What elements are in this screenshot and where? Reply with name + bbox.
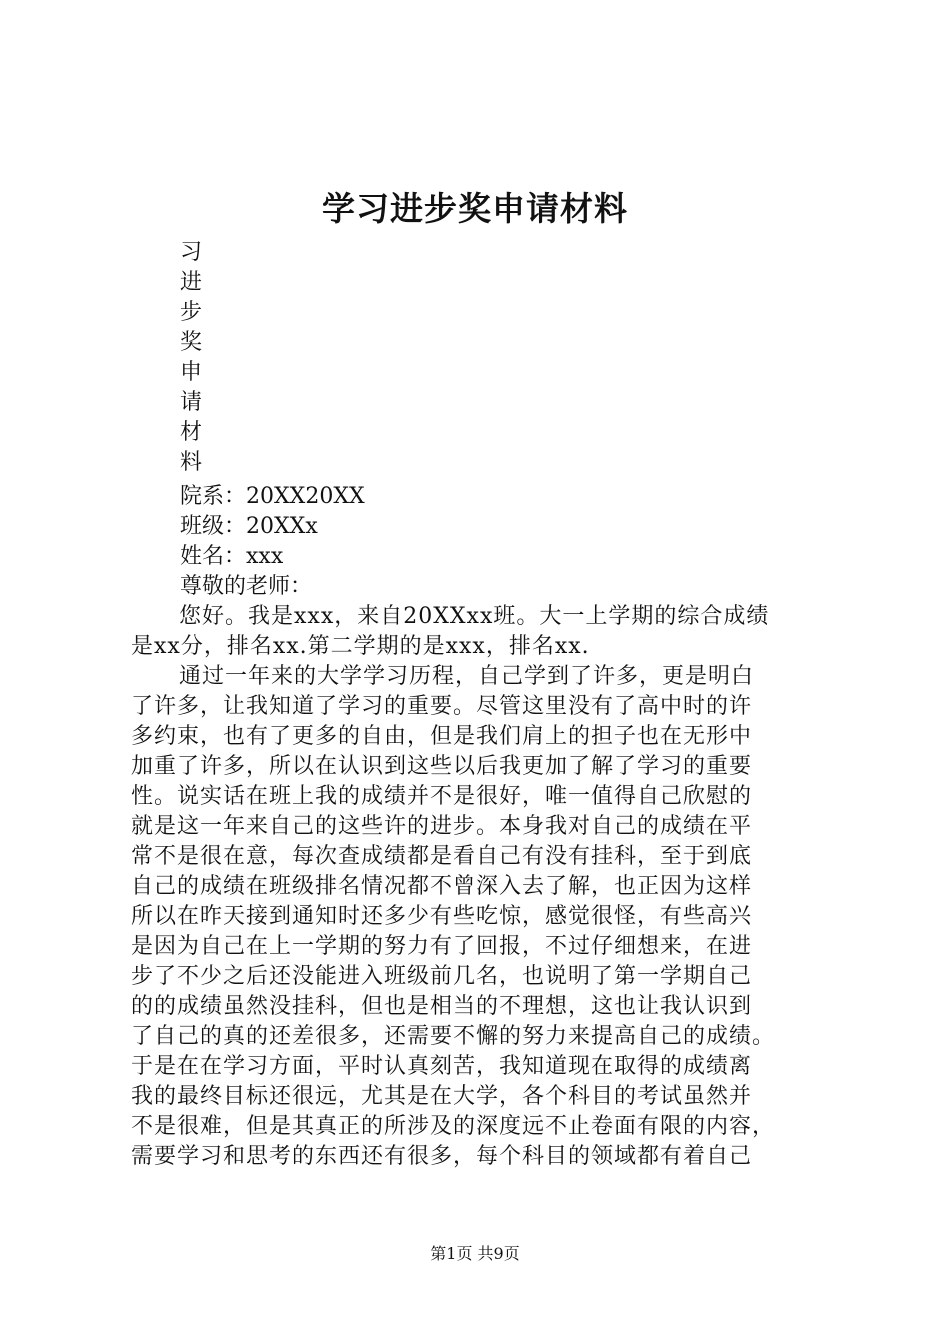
vertical-char: 请 bbox=[180, 390, 203, 415]
class-line: 班级：20XXx bbox=[180, 514, 318, 539]
paragraph-line: 是因为自己在上一学期的努力有了回报，不过仔细想来，在进 bbox=[131, 934, 753, 959]
vertical-char: 料 bbox=[180, 450, 203, 475]
paragraph-line: 需要学习和思考的东西还有很多，每个科目的领域都有着自己 bbox=[131, 1144, 753, 1169]
paragraph-line: 自己的成绩在班级排名情况都不曾深入去了解，也正因为这样 bbox=[131, 874, 753, 899]
letter-body bbox=[131, 602, 841, 1172]
vertical-title-chars bbox=[180, 238, 220, 478]
paragraph-line: 步了不少之后还没能进入班级前几名，也说明了第一学期自己 bbox=[131, 964, 753, 989]
vertical-char: 材 bbox=[180, 420, 203, 445]
vertical-char: 进 bbox=[180, 270, 203, 295]
department-line: 院系：20XX20XX bbox=[180, 484, 365, 509]
paragraph-line: 加重了许多，所以在认识到这些以后我更加了解了学习的重要 bbox=[131, 754, 753, 779]
paragraph-line: 不是很难，但是其真正的所涉及的深度远不止卷面有限的内容， bbox=[131, 1114, 776, 1139]
paragraph-line: 我的最终目标还很远，尤其是在大学，各个科目的考试虽然并 bbox=[131, 1084, 753, 1109]
paragraph-line: 是xx分，排名xx.第二学期的是xxx，排名xx. bbox=[131, 634, 590, 659]
applicant-info bbox=[180, 482, 365, 602]
paragraph-line: 了自己的真的还差很多，还需要不懈的努力来提高自己的成绩。 bbox=[131, 1024, 776, 1049]
vertical-char: 步 bbox=[180, 300, 203, 325]
name-line: 姓名：xxx bbox=[180, 544, 284, 569]
salutation: 尊敬的老师： bbox=[180, 574, 313, 599]
paragraph-line: 多约束，也有了更多的自由，但是我们肩上的担子也在无形中 bbox=[131, 724, 753, 749]
document-title: 学习进步奖申请材料 bbox=[322, 189, 628, 228]
paragraph-line: 性。说实话在班上我的成绩并不是很好，唯一值得自己欣慰的 bbox=[131, 784, 753, 809]
paragraph-line: 了许多，让我知道了学习的重要。尽管这里没有了高中时的许 bbox=[131, 694, 753, 719]
paragraph-line: 就是这一年来自己的这些许的进步。本身我对自己的成绩在平 bbox=[131, 814, 753, 839]
vertical-char: 习 bbox=[180, 240, 203, 265]
paragraph-line: 于是在在学习方面，平时认真刻苦，我知道现在取得的成绩离 bbox=[131, 1054, 753, 1079]
page-number: 第1页 共9页 bbox=[430, 1244, 520, 1263]
paragraph-line: 通过一年来的大学学习历程，自己学到了许多，更是明白 bbox=[179, 664, 755, 689]
paragraph-line: 常不是很在意，每次查成绩都是看自己有没有挂科，至于到底 bbox=[131, 844, 753, 869]
paragraph-line: 所以在昨天接到通知时还多少有些吃惊，感觉很怪，有些高兴 bbox=[131, 904, 753, 929]
vertical-char: 奖 bbox=[180, 330, 203, 355]
vertical-char: 申 bbox=[180, 360, 203, 385]
paragraph-line: 您好。我是xxx，来自20XXxx班。大一上学期的综合成绩 bbox=[179, 604, 770, 629]
paragraph-line: 的的成绩虽然没挂科，但也是相当的不理想，这也让我认识到 bbox=[131, 994, 753, 1019]
